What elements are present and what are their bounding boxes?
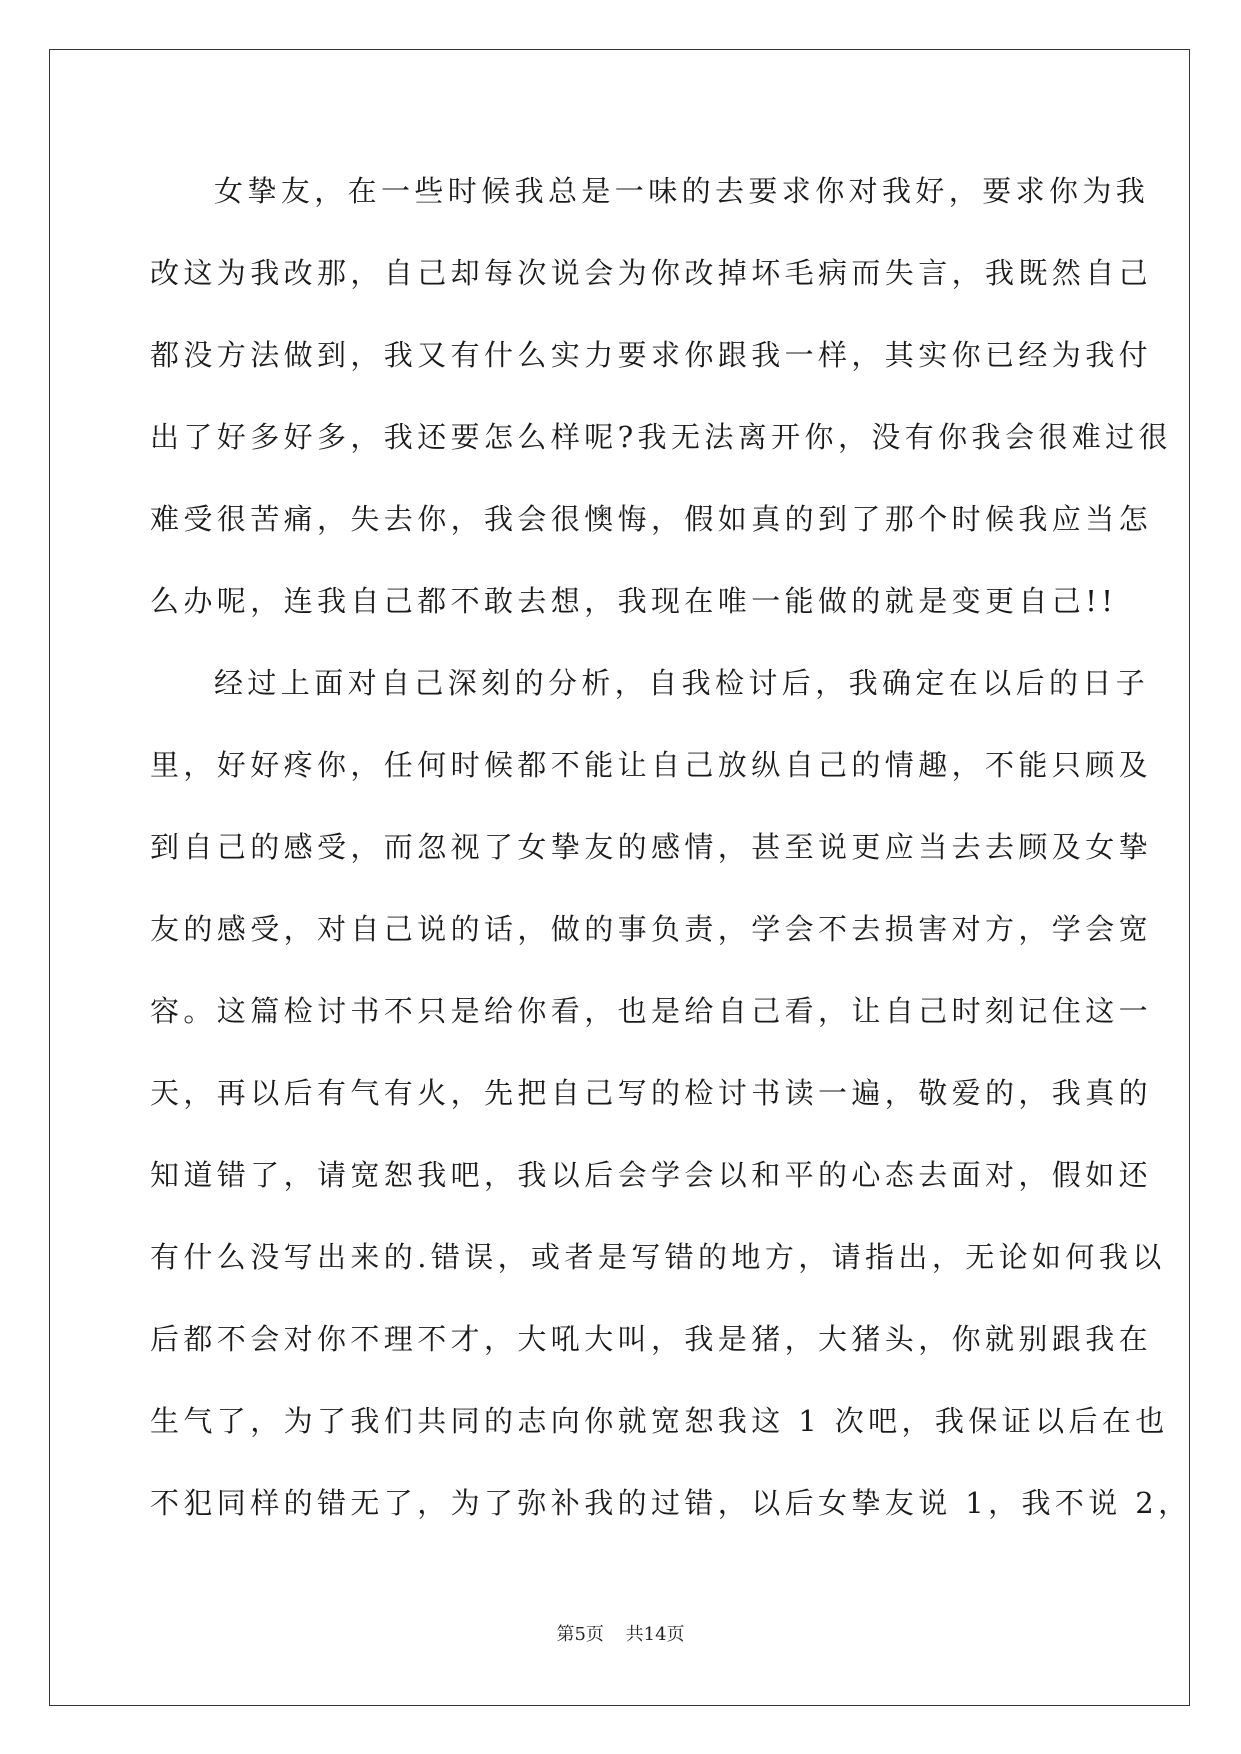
paragraph-line: 都没方法做到，我又有什么实力要求你跟我一样，其实你已经为我付 <box>150 338 1153 372</box>
paragraph-line: 不犯同样的错无了，为了弥补我的过错，以后女挚友说 1，我不说 2， <box>150 1486 1192 1520</box>
paragraph-line: 友的感受，对自己说的话，做的事负责，学会不去损害对方，学会宽 <box>150 912 1153 946</box>
page-number: 第5页 <box>556 1624 604 1645</box>
paragraph-line: 有什么没写出来的.错误，或者是写错的地方，请指出，无论如何我以 <box>150 1240 1166 1274</box>
paragraph-line: 经过上面对自己深刻的分析，自我检讨后，我确定在以后的日子 <box>214 666 1150 700</box>
paragraph-line: 么办呢，连我自己都不敢去想，我现在唯一能做的就是变更自己!! <box>150 584 1118 618</box>
paragraph-line: 容。这篇检讨书不只是给你看，也是给自己看，让自己时刻记住这一 <box>150 994 1153 1028</box>
paragraph-line: 生气了，为了我们共同的志向你就宽恕我这 1 次吧，我保证以后在也 <box>150 1404 1169 1438</box>
paragraph-line: 后都不会对你不理不才，大吼大叫，我是猪，大猪头，你就别跟我在 <box>150 1322 1153 1356</box>
paragraph-line: 改这为我改那，自己却每次说会为你改掉坏毛病而失言，我既然自己 <box>150 256 1153 290</box>
document-body <box>150 150 1192 1544</box>
paragraph-line: 女挚友，在一些时候我总是一味的去要求你对我好，要求你为我 <box>214 174 1150 208</box>
total-pages: 共14页 <box>625 1624 685 1645</box>
paragraph-line: 知道错了，请宽恕我吧，我以后会学会以和平的心态去面对，假如还 <box>150 1158 1153 1192</box>
paragraph-line: 里，好好疼你，任何时候都不能让自己放纵自己的情趣，不能只顾及 <box>150 748 1153 782</box>
paragraph-line: 天，再以后有气有火，先把自己写的检讨书读一遍，敬爱的，我真的 <box>150 1076 1153 1110</box>
paragraph-line: 出了好多好多，我还要怎么样呢?我无法离开你，没有你我会很难过很 <box>150 420 1172 454</box>
paragraph-line: 难受很苦痛，失去你，我会很懊悔，假如真的到了那个时候我应当怎 <box>150 502 1153 536</box>
page-footer <box>0 1620 1241 1646</box>
paragraph-line: 到自己的感受，而忽视了女挚友的感情，甚至说更应当去去顾及女挚 <box>150 830 1153 864</box>
